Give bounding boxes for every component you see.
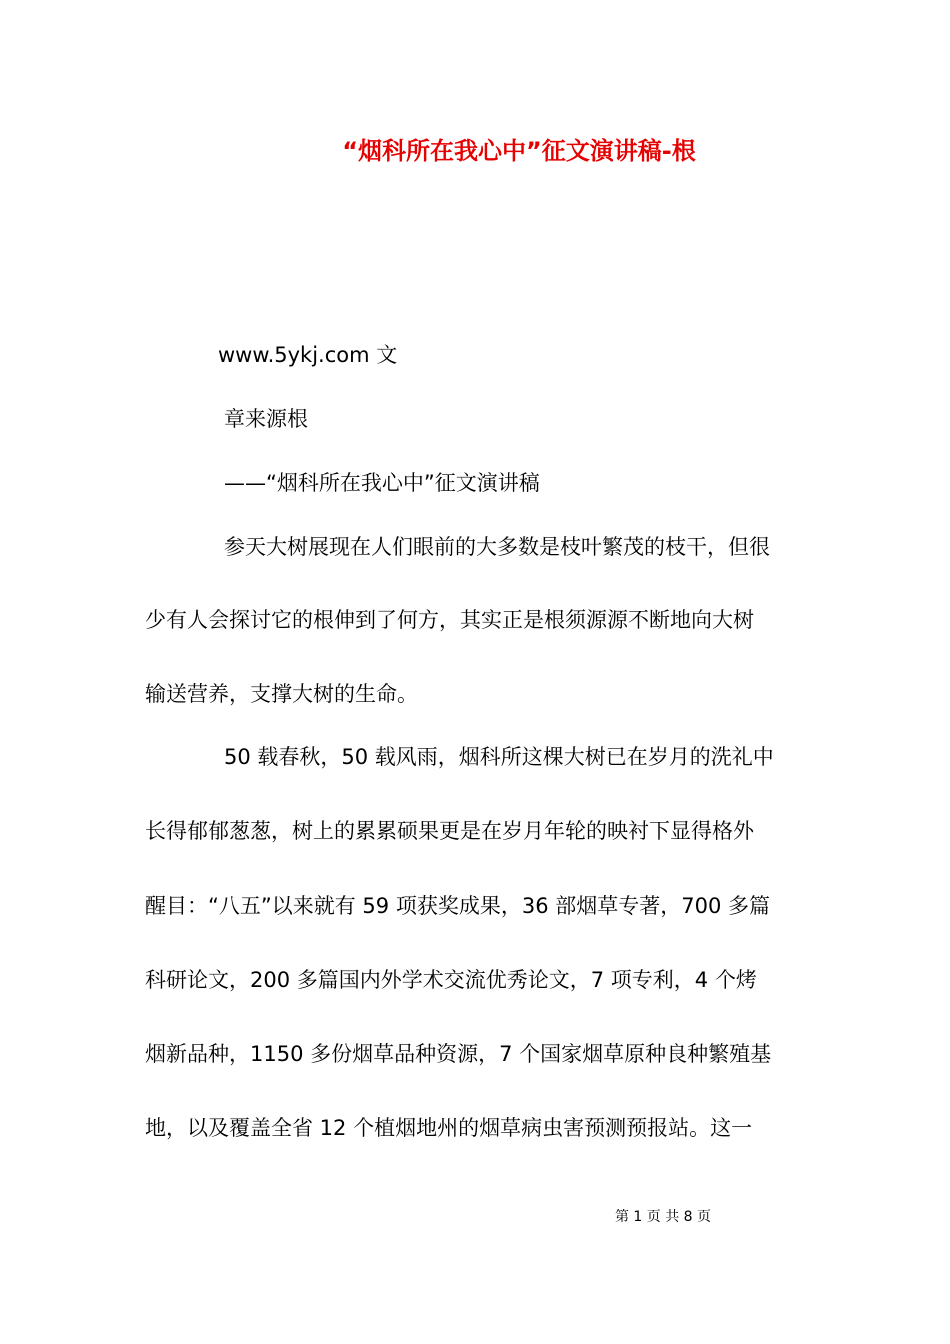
paragraph-line: 烟新品种，1150 多份烟草品种资源，7 个国家烟草原种良种繁殖基 [145,1042,772,1066]
paragraph-line: 长得郁郁葱葱，树上的累累硕果更是在岁月年轮的映衬下显得格外 [145,819,754,843]
page-footer [0,1207,950,1227]
document-title-text: “烟科所在我心中”征文演讲稿-根 [342,137,696,165]
paragraph-line: 50 载春秋，50 载风雨，烟科所这棵大树已在岁月的洗礼中 [224,745,774,769]
paragraph-line: 醒目：“八五”以来就有 59 项获奖成果，36 部烟草专著，700 多篇 [145,894,770,918]
subtitle-text: ——“烟科所在我心中”征文演讲稿 [224,471,540,495]
page-number-text: 第 1 页 共 8 页 [614,1209,712,1225]
document-title [0,133,950,169]
paragraph-line: 科研论文，200 多篇国内外学术交流优秀论文，7 项专利，4 个烤 [145,968,757,992]
paragraph-line: 地，以及覆盖全省 12 个植烟地州的烟草病虫害预测预报站。这一 [145,1116,753,1140]
paragraph-line: 少有人会探讨它的根伸到了何方，其实正是根须源源不断地向大树 [145,608,754,632]
paragraph-line: 输送营养，支撑大树的生命。 [145,682,418,706]
paragraph-line: 参天大树展现在人们眼前的大多数是枝叶繁茂的枝干，但很 [224,535,770,559]
source-url-text: www.5ykj.com 文 [218,343,398,367]
source-label-text: 章来源根 [224,407,308,431]
